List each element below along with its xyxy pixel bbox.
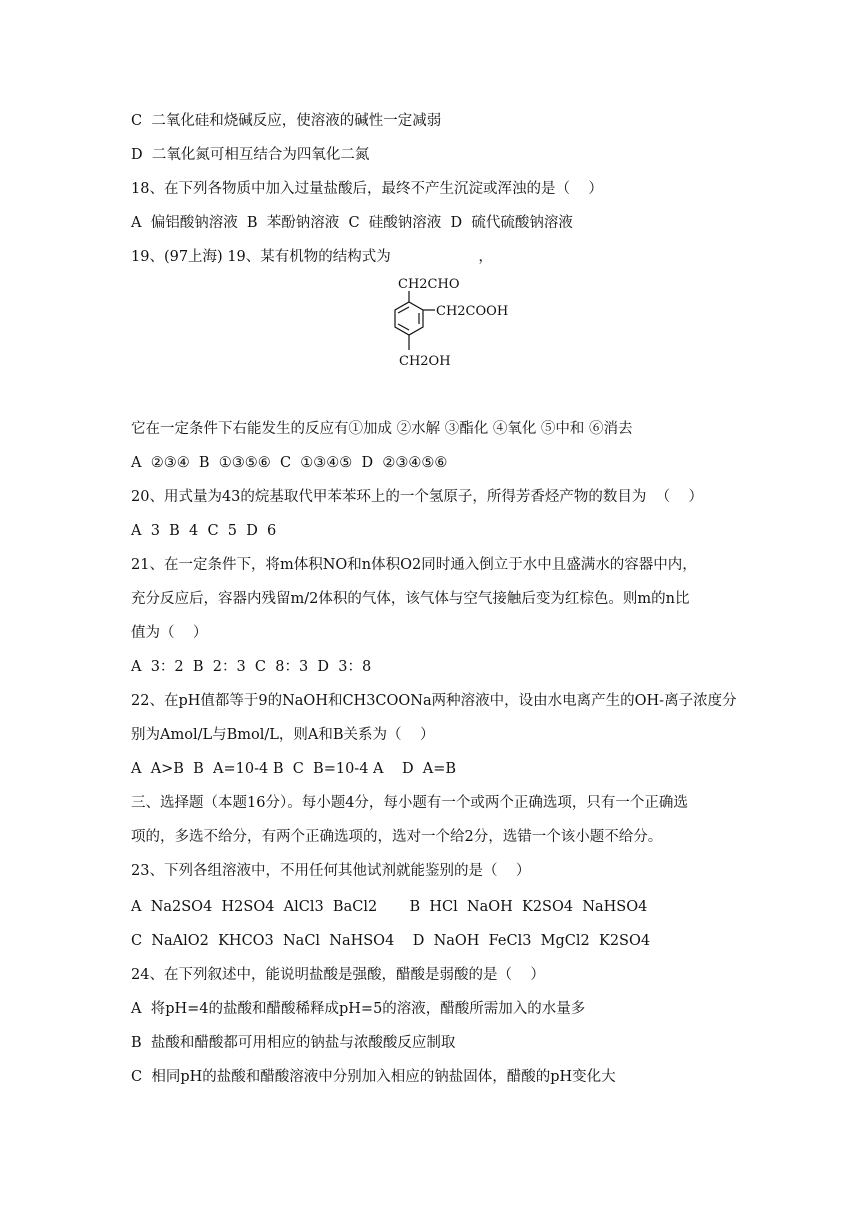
question-19: 19、(97上海) 19、某有机物的结构式为 ， bbox=[131, 249, 493, 265]
side-group-label: CH2COOH bbox=[436, 304, 509, 319]
question-21-line1: 21、在一定条件下，将m体积NO和n体积O2同时通入倒立于水中且盛满水的容器中内， bbox=[131, 557, 697, 573]
question-23: 23、下列各组溶液中，不用任何其他试剂就能鉴别的是（ ） bbox=[131, 863, 531, 879]
question-22-line2: 别为Amol/L与Bmol/L，则A和B关系为（ ） bbox=[131, 727, 435, 743]
question-21-line2: 充分反应后，容器内残留m/2体积的气体，该气体与空气接触后变为红棕色。则m的n比 bbox=[131, 591, 690, 607]
options-q19: A ②③④ B ①③⑤⑥ C ①③④⑤ D ②③④⑤⑥ bbox=[131, 455, 448, 471]
structural-formula bbox=[375, 272, 535, 382]
options-q22: A A>B B A=10-4 B C B=10-4 A D A=B bbox=[131, 761, 457, 777]
bottom-group-label: CH2OH bbox=[399, 354, 451, 369]
question-22-line1: 22、在pH值都等于9的NaOH和CH3COONa两种溶液中，设由水电离产生的OH-离子浓度分 bbox=[131, 693, 737, 709]
options-q23-cd: C NaAlO2 KHCO3 NaCl NaHSO4 D NaOH FeCl3 MgCl2 K2SO4 bbox=[131, 933, 651, 949]
benzene-ring bbox=[395, 291, 435, 350]
option-d-q17: D 二氧化氮可相互结合为四氧化二氮 bbox=[131, 147, 370, 163]
options-q21: A 3：2 B 2：3 C 8：3 D 3：8 bbox=[131, 659, 372, 675]
question-24: 24、在下列叙述中，能说明盐酸是强酸，醋酸是弱酸的是（ ） bbox=[131, 967, 545, 983]
option-c-q17: C 二氧化硅和烧碱反应，使溶液的碱性一定减弱 bbox=[131, 113, 442, 129]
question-21-line3: 值为（ ） bbox=[131, 625, 208, 641]
option-a-q24: A 将pH=4的盐酸和醋酸稀释成pH=5的溶液，醋酸所需加入的水量多 bbox=[131, 1001, 586, 1017]
option-c-q24: C 相同pH的盐酸和醋酸溶液中分别加入相应的钠盐固体，醋酸的pH变化大 bbox=[131, 1069, 616, 1085]
question-18: 18、在下列各物质中加入过量盐酸后，最终不产生沉淀或浑浊的是（ ） bbox=[131, 181, 603, 197]
options-q20: A 3 B 4 C 5 D 6 bbox=[131, 523, 277, 539]
top-group-label: CH2CHO bbox=[398, 277, 460, 292]
section-3-header-line1: 三、选择题（本题16分）。每小题4分，每小题有一个或两个正确选项，只有一个正确选 bbox=[131, 795, 688, 811]
option-b-q24: B 盐酸和醋酸都可用相应的钠盐与浓酸酸反应制取 bbox=[131, 1035, 456, 1051]
section-3-header-line2: 项的，多选不给分，有两个正确选项的，选对一个给2分，选错一个该小题不给分。 bbox=[131, 829, 663, 845]
question-20: 20、用式量为43的烷基取代甲苯苯环上的一个氢原子，所得芳香烃产物的数目为 （ ） bbox=[131, 489, 704, 505]
options-q18: A 偏铝酸钠溶液 B 苯酚钠溶液 C 硅酸钠溶液 D 硫代硫酸钠溶液 bbox=[131, 215, 573, 231]
options-q23-ab: A Na2SO4 H2SO4 AlCl3 BaCl2 B HCl NaOH K2SO4 NaHSO4 bbox=[131, 899, 648, 915]
question-19-reactions: 它在一定条件下右能发生的反应有①加成 ②水解 ③酯化 ④氧化 ⑤中和 ⑥消去 bbox=[131, 421, 633, 437]
